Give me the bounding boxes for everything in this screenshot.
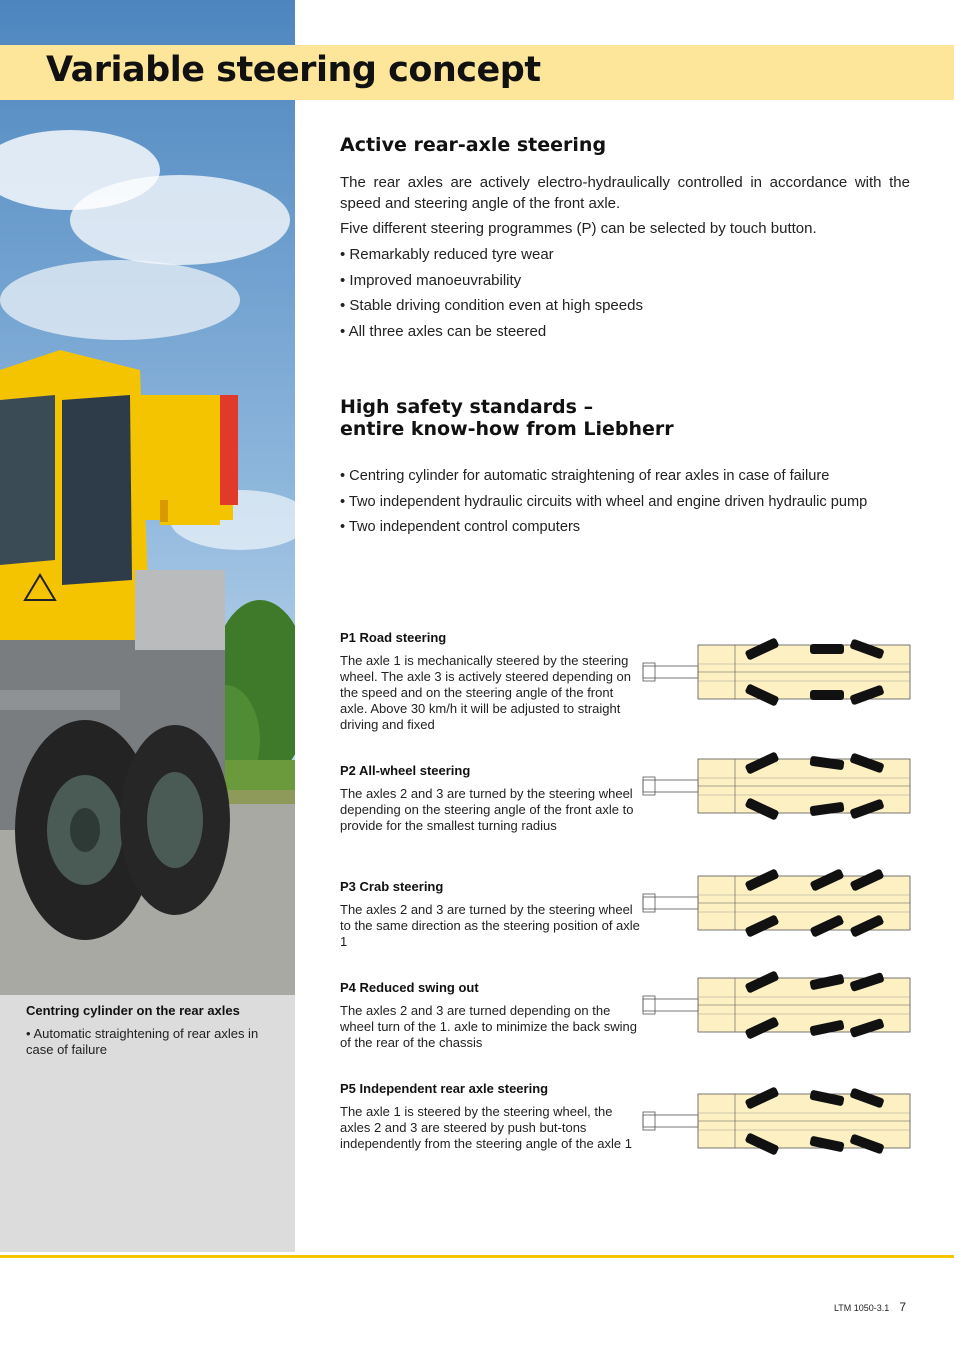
page-title: Variable steering concept <box>46 50 541 90</box>
program-text: The axles 2 and 3 are turned by the steering wheel to the same direction as the steering position of axle 1 <box>340 902 640 949</box>
steering-diagram-p4 <box>640 966 912 1044</box>
program-text: The axles 2 and 3 are turned depending on the wheel turn of the 1. axle to minimize the back swing of the rear of the chassis <box>340 1003 637 1050</box>
program-text: The axle 1 is steered by the steering wheel, the axles 2 and 3 are steered by push but-tons independently from the steering angle of the axle 1 <box>340 1104 632 1151</box>
list-item: • Improved manoeuvrability <box>340 271 522 289</box>
program-p1 <box>340 630 640 733</box>
page-number: 7 <box>899 1300 906 1314</box>
steering-diagram-p5 <box>640 1082 912 1160</box>
heading-line: entire know-how from Liebherr <box>340 418 674 440</box>
steering-diagram-p3 <box>640 864 912 942</box>
list-item: • Centring cylinder for automatic straightening of rear axles in case of failure <box>340 468 830 484</box>
program-title: P3 Crab steering <box>340 879 444 894</box>
list-item: • Two independent control computers <box>340 519 581 535</box>
program-p3 <box>340 879 640 950</box>
list-item: • Two independent hydraulic circuits with wheel and engine driven hydraulic pump <box>340 493 868 510</box>
section-heading-safety <box>340 396 674 440</box>
section-heading-active-steering: Active rear-axle steering <box>340 134 607 156</box>
steering-diagram-p2 <box>640 747 912 825</box>
photo-caption-text: • Automatic straightening of rear axles in case of failure <box>26 1026 259 1057</box>
program-title: P2 All-wheel steering <box>340 763 471 778</box>
list-item: • Stable driving condition even at high speeds <box>340 297 643 314</box>
program-title: P4 Reduced swing out <box>340 980 479 995</box>
footer <box>834 1300 906 1314</box>
photo-caption-heading: Centring cylinder on the rear axles <box>26 1003 240 1018</box>
list-item: • Remarkably reduced tyre wear <box>340 246 554 263</box>
program-title: P1 Road steering <box>340 630 447 645</box>
crane-photo <box>0 0 295 995</box>
program-p4 <box>340 980 640 1051</box>
program-p5 <box>340 1081 640 1152</box>
steering-diagram-p1 <box>640 633 912 711</box>
heading-line: High safety standards – <box>340 396 594 418</box>
program-p2 <box>340 763 640 834</box>
feature-list <box>340 244 920 346</box>
list-item: • All three axles can be steered <box>340 322 547 340</box>
program-text: The axle 1 is mechanically steered by the steering wheel. The axle 3 is actively steered depending on the speed and on the steering angle of the front axle. Above 30 km/h it will be adjusted to straight driving and fixed <box>340 653 632 732</box>
safety-list <box>340 466 920 543</box>
section-paragraph: Five different steering programmes (P) can be selected by touch button. <box>340 220 817 237</box>
program-text: The axles 2 and 3 are turned by the steering wheel depending on the steering angle of the front axle to provide for the smallest turning radius <box>340 786 634 833</box>
section-paragraph: The rear axles are actively electro-hydraulically controlled in accordance with the speed and steering angle of the front axle. <box>340 174 910 212</box>
model-number: LTM 1050-3.1 <box>833 1303 890 1313</box>
footer-rule <box>0 1255 954 1258</box>
program-title: P5 Independent rear axle steering <box>340 1081 549 1096</box>
